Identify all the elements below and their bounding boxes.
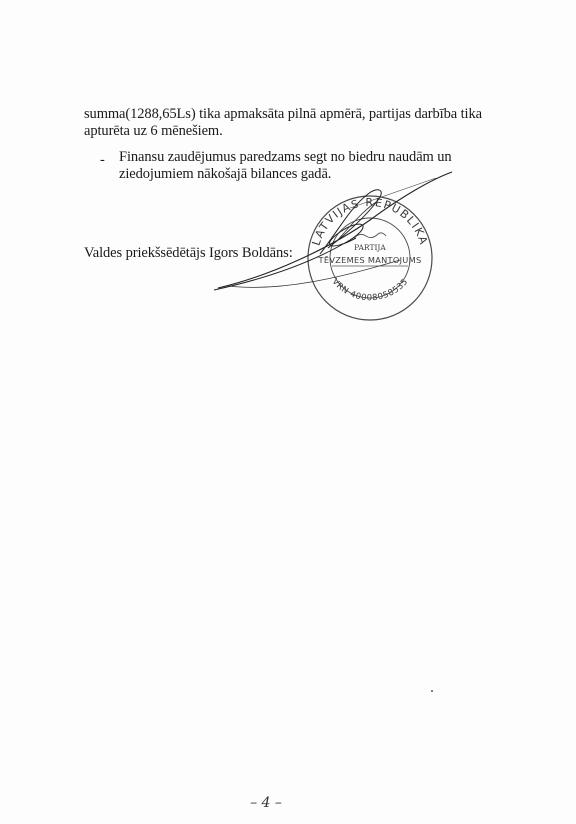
paragraph-line-1: summa(1288,65Ls) tika apmaksāta pilnā apmērā, partijas darbība tika <box>84 106 482 122</box>
bullet-dash: - <box>100 152 105 168</box>
scan-speck <box>431 690 433 692</box>
stamp-outer-text: LATVIJAS REPUBLIKA <box>309 196 431 248</box>
handwritten-signature <box>200 168 460 328</box>
paragraph-line-2: apturēta uz 6 mēnešiem. <box>84 123 223 139</box>
stamp-inner-top: PARTIJA <box>354 243 386 252</box>
signer-line: Valdes priekšsēdētājs Igors Boldāns: <box>84 245 293 261</box>
stamp-inner-name: TĒVZEMES MANTOJUMS <box>318 255 422 265</box>
stamp-registration: VRN 40008058535 <box>329 276 411 304</box>
bullet-line-2: ziedojumiem nākošajā bilances gadā. <box>119 166 332 182</box>
page-number: – 4 – <box>250 795 282 811</box>
bullet-line-1: Finansu zaudējumus paredzams segt no biedru naudām un <box>119 149 452 165</box>
